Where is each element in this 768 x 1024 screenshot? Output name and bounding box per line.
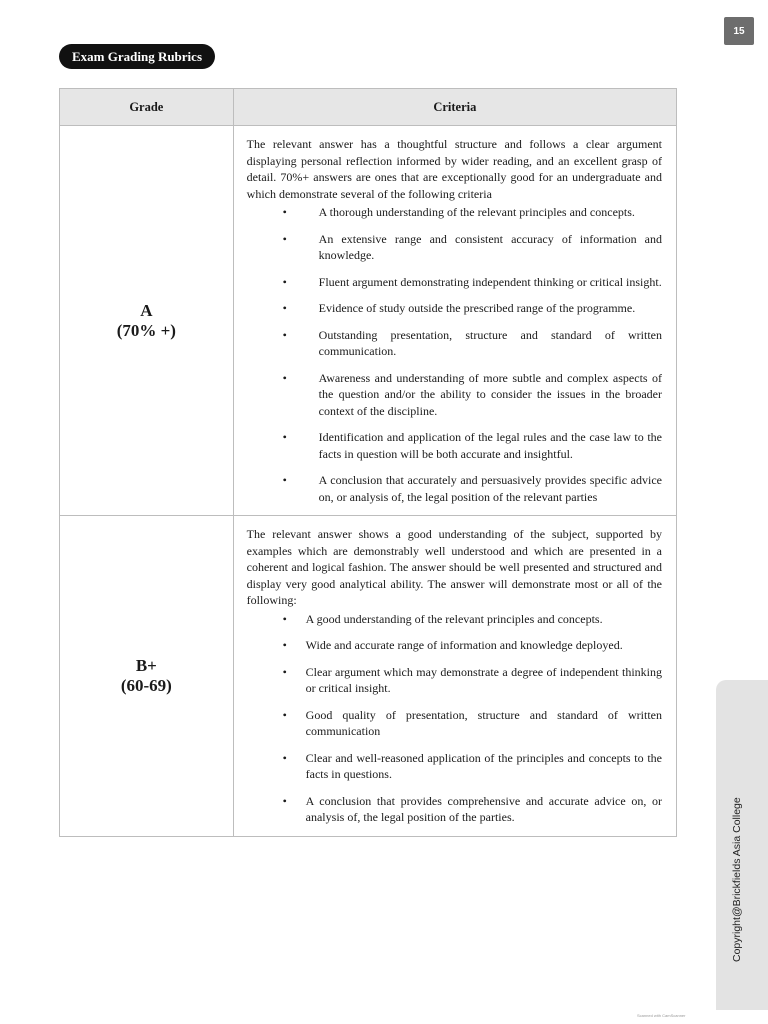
criteria-list (247, 611, 662, 826)
criteria-intro: The relevant answer shows a good understanding of the subject, supported by examples which are demonstrably well understood and which are presented in a coherent and logical fashion. The answer should be well presented and structured and display very good analytical ability. The answer will demonstrate most or all of the following: (246, 527, 662, 607)
scanner-watermark: Scanned with CamScanner (637, 1013, 686, 1018)
list-item: • A conclusion that provides comprehensive and accurate advice on, or analysis of, the legal position of the parties. (282, 793, 662, 824)
bullet-icon: • (282, 274, 287, 289)
criteria-column-header: Criteria (233, 89, 676, 126)
bullet-icon: • (282, 327, 287, 342)
grade-cell-a (60, 126, 234, 516)
bullet-icon: • (282, 793, 287, 808)
list-item: • Wide and accurate range of information and knowledge deployed. (282, 638, 623, 652)
list-item: • A conclusion that accurately and persuasively provides specific advice on, or analysis of, the legal position of the relevant parties (282, 473, 662, 504)
grade-range: (60-69) (120, 675, 172, 695)
bullet-icon: • (282, 231, 287, 246)
side-copyright-tab (716, 680, 768, 1010)
grade-column-header: Grade (60, 89, 234, 126)
criteria-cell-b-plus (233, 516, 676, 837)
grade-letter: B+ (135, 655, 157, 675)
bullet-icon: • (282, 473, 287, 487)
table-header-row (60, 89, 677, 126)
bullet-icon: • (282, 611, 287, 626)
bullet-icon: • (282, 370, 287, 385)
list-item: • A thorough understanding of the relevant principles and concepts. (282, 205, 635, 219)
grade-range: (70% +) (116, 320, 176, 340)
section-header-pill: Exam Grading Rubrics (59, 44, 215, 69)
bullet-icon: • (282, 301, 287, 315)
bullet-icon: • (282, 638, 287, 652)
bullet-icon: • (282, 707, 287, 722)
list-item: • Outstanding presentation, structure and standard of written communication. (282, 327, 662, 358)
table-row-grade-b-plus (60, 516, 677, 837)
grade-cell-b-plus (60, 516, 234, 837)
bullet-icon: • (282, 205, 287, 219)
grade-letter: A (140, 300, 153, 320)
bullet-icon: • (282, 430, 287, 444)
list-item: • Clear and well-reasoned application of the principles and concepts to the facts in questions. (282, 750, 662, 781)
page-number: 15 (724, 17, 754, 45)
list-item: • Awareness and understanding of more subtle and complex aspects of the question and/or the ability to consider the issues in the broader context of the discipline. (282, 370, 662, 418)
criteria-list (247, 204, 662, 505)
criteria-intro: The relevant answer has a thoughtful structure and follows a clear argument displaying personal reflection informed by wider reading, and an excellent grasp of detail. 70%+ answers are ones that are exceptionally good for an undergraduate and which demonstrate several of the following criteria (246, 137, 662, 201)
list-item: • Evidence of study outside the prescribed range of the programme. (282, 301, 636, 315)
grading-rubric-table (59, 88, 677, 837)
list-item: • Fluent argument demonstrating independent thinking or critical insight. (282, 274, 662, 289)
copyright-text: Copyright@Brickfields Asia College (731, 797, 743, 962)
bullet-icon: • (282, 750, 287, 765)
bullet-icon: • (282, 664, 287, 679)
list-item: • Clear argument which may demonstrate a degree of independent thinking or critical insight. (282, 664, 662, 695)
list-item: • Good quality of presentation, structure and standard of written communication (282, 707, 662, 738)
list-item: • A good understanding of the relevant principles and concepts. (282, 611, 603, 626)
criteria-cell-a (233, 126, 676, 516)
list-item: • Identification and application of the legal rules and the case law to the facts in question will be both accurate and insightful. (282, 430, 662, 461)
table-row-grade-a (60, 126, 677, 516)
list-item: • An extensive range and consistent accuracy of information and knowledge. (282, 231, 662, 262)
